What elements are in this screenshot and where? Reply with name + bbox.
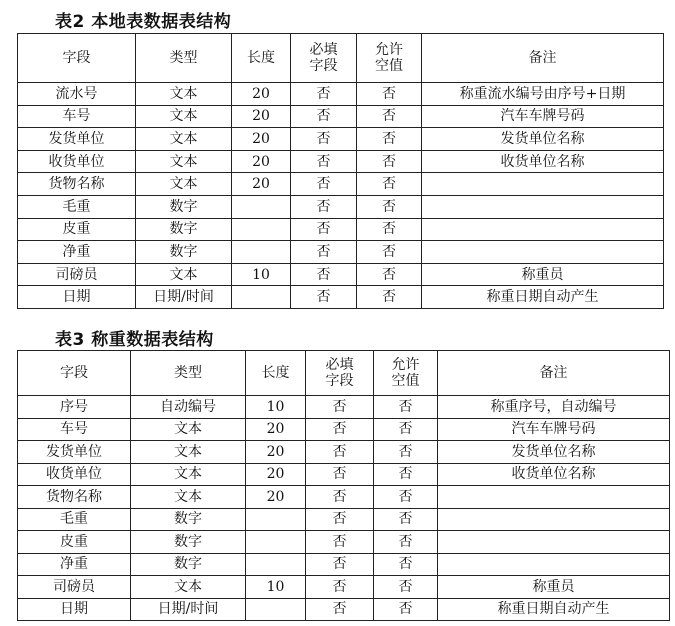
cell-note: 汽车车牌号码 xyxy=(422,105,664,128)
cell-length: 20 xyxy=(232,128,291,151)
header-field: 字段 xyxy=(18,34,136,83)
cell-note: 称重流水编号由序号+日期 xyxy=(422,83,664,106)
cell-field: 司磅员 xyxy=(18,263,136,286)
cell-field: 货物名称 xyxy=(18,173,136,196)
cell-note: 称重员 xyxy=(438,576,670,599)
cell-nullable: 否 xyxy=(374,553,438,576)
table-row xyxy=(18,486,670,509)
cell-type: 文本 xyxy=(131,441,246,464)
cell-length: 20 xyxy=(232,105,291,128)
table-row xyxy=(18,418,670,441)
cell-length: 10 xyxy=(246,396,306,419)
table-row xyxy=(18,150,664,173)
cell-type: 文本 xyxy=(131,486,246,509)
cell-nullable: 否 xyxy=(357,286,422,309)
cell-type: 文本 xyxy=(136,263,232,286)
cell-length xyxy=(232,195,291,218)
cell-nullable: 否 xyxy=(374,531,438,554)
cell-type: 日期/时间 xyxy=(131,598,246,621)
cell-nullable: 否 xyxy=(357,105,422,128)
cell-field: 毛重 xyxy=(18,195,136,218)
cell-type: 文本 xyxy=(136,83,232,106)
header-field: 字段 xyxy=(18,351,131,396)
cell-required: 否 xyxy=(306,486,374,509)
cell-nullable: 否 xyxy=(357,83,422,106)
cell-type: 数字 xyxy=(136,195,232,218)
cell-field: 发货单位 xyxy=(18,441,131,464)
table-row xyxy=(18,218,664,241)
cell-nullable: 否 xyxy=(374,576,438,599)
cell-type: 自动编号 xyxy=(131,396,246,419)
cell-type: 数字 xyxy=(136,218,232,241)
cell-nullable: 否 xyxy=(357,128,422,151)
cell-length xyxy=(246,531,306,554)
cell-note: 汽车车牌号码 xyxy=(438,418,670,441)
cell-length: 20 xyxy=(246,441,306,464)
cell-field: 日期 xyxy=(18,598,131,621)
cell-type: 数字 xyxy=(136,241,232,264)
cell-type: 文本 xyxy=(136,128,232,151)
table2-caption: 表2 本地表数据表结构 xyxy=(55,12,232,32)
cell-nullable: 否 xyxy=(374,508,438,531)
cell-length xyxy=(246,598,306,621)
cell-length xyxy=(232,286,291,309)
cell-type: 文本 xyxy=(136,173,232,196)
header-nullable xyxy=(374,351,438,396)
cell-length: 20 xyxy=(246,463,306,486)
cell-required: 否 xyxy=(291,173,357,196)
header-length: 长度 xyxy=(232,34,291,83)
cell-type: 文本 xyxy=(136,105,232,128)
table-row xyxy=(18,576,670,599)
cell-type: 数字 xyxy=(131,553,246,576)
header-required-line1: 必填 xyxy=(309,42,338,58)
cell-type: 日期/时间 xyxy=(136,286,232,309)
cell-required: 否 xyxy=(291,241,357,264)
header-length: 长度 xyxy=(246,351,306,396)
cell-nullable: 否 xyxy=(374,396,438,419)
cell-note: 称重日期自动产生 xyxy=(422,286,664,309)
cell-length xyxy=(232,218,291,241)
table-row xyxy=(18,441,670,464)
cell-field: 司磅员 xyxy=(18,576,131,599)
cell-type: 文本 xyxy=(131,463,246,486)
cell-nullable: 否 xyxy=(374,441,438,464)
cell-required: 否 xyxy=(291,105,357,128)
table-row xyxy=(18,83,664,106)
cell-note xyxy=(422,173,664,196)
cell-required: 否 xyxy=(306,553,374,576)
header-note: 备注 xyxy=(438,351,670,396)
cell-length: 20 xyxy=(232,150,291,173)
cell-nullable: 否 xyxy=(357,150,422,173)
header-row xyxy=(18,351,670,396)
cell-note: 称重员 xyxy=(422,263,664,286)
cell-note: 收货单位名称 xyxy=(438,463,670,486)
cell-field: 发货单位 xyxy=(18,128,136,151)
header-required-line1: 必填 xyxy=(325,357,354,373)
cell-required: 否 xyxy=(291,218,357,241)
table-row xyxy=(18,105,664,128)
cell-required: 否 xyxy=(306,418,374,441)
cell-required: 否 xyxy=(306,463,374,486)
table-row xyxy=(18,263,664,286)
cell-required: 否 xyxy=(291,83,357,106)
table-row xyxy=(18,508,670,531)
table-row xyxy=(18,173,664,196)
cell-required: 否 xyxy=(306,441,374,464)
table-row xyxy=(18,128,664,151)
cell-required: 否 xyxy=(291,128,357,151)
cell-length: 10 xyxy=(232,263,291,286)
cell-type: 数字 xyxy=(131,531,246,554)
header-type: 类型 xyxy=(131,351,246,396)
header-nullable-line1: 允许 xyxy=(391,357,420,373)
cell-nullable: 否 xyxy=(374,418,438,441)
cell-field: 皮重 xyxy=(18,218,136,241)
cell-note xyxy=(422,241,664,264)
cell-length xyxy=(246,553,306,576)
cell-required: 否 xyxy=(306,531,374,554)
cell-nullable: 否 xyxy=(357,241,422,264)
table-row xyxy=(18,463,670,486)
cell-nullable: 否 xyxy=(357,173,422,196)
cell-field: 净重 xyxy=(18,241,136,264)
cell-length xyxy=(246,508,306,531)
cell-required: 否 xyxy=(291,286,357,309)
cell-required: 否 xyxy=(306,396,374,419)
cell-note xyxy=(438,531,670,554)
cell-length: 20 xyxy=(246,486,306,509)
cell-note: 收货单位名称 xyxy=(422,150,664,173)
cell-required: 否 xyxy=(291,150,357,173)
cell-field: 流水号 xyxy=(18,83,136,106)
cell-field: 货物名称 xyxy=(18,486,131,509)
cell-field: 收货单位 xyxy=(18,463,131,486)
table-row xyxy=(18,598,670,621)
cell-note xyxy=(438,508,670,531)
cell-field: 净重 xyxy=(18,553,131,576)
cell-type: 文本 xyxy=(131,418,246,441)
cell-required: 否 xyxy=(291,263,357,286)
table-row xyxy=(18,286,664,309)
cell-note: 发货单位名称 xyxy=(438,441,670,464)
cell-required: 否 xyxy=(306,576,374,599)
cell-note: 发货单位名称 xyxy=(422,128,664,151)
cell-field: 毛重 xyxy=(18,508,131,531)
header-row xyxy=(18,34,664,83)
header-type: 类型 xyxy=(136,34,232,83)
table-row xyxy=(18,241,664,264)
cell-type: 文本 xyxy=(136,150,232,173)
header-required xyxy=(306,351,374,396)
cell-field: 车号 xyxy=(18,418,131,441)
cell-nullable: 否 xyxy=(374,598,438,621)
cell-field: 皮重 xyxy=(18,531,131,554)
cell-note xyxy=(422,195,664,218)
header-nullable-line2: 空值 xyxy=(391,373,420,389)
cell-type: 文本 xyxy=(131,576,246,599)
table-row xyxy=(18,396,670,419)
header-nullable xyxy=(357,34,422,83)
cell-length: 20 xyxy=(246,418,306,441)
table-row xyxy=(18,195,664,218)
cell-note: 称重序号，自动编号 xyxy=(438,396,670,419)
cell-type: 数字 xyxy=(131,508,246,531)
local-table-structure xyxy=(17,33,664,309)
cell-length: 20 xyxy=(232,83,291,106)
header-nullable-line2: 空值 xyxy=(375,58,403,74)
table-row xyxy=(18,553,670,576)
cell-length: 20 xyxy=(232,173,291,196)
cell-field: 日期 xyxy=(18,286,136,309)
header-note: 备注 xyxy=(422,34,664,83)
cell-nullable: 否 xyxy=(374,486,438,509)
cell-required: 否 xyxy=(291,195,357,218)
cell-field: 序号 xyxy=(18,396,131,419)
table-row xyxy=(18,531,670,554)
cell-required: 否 xyxy=(306,598,374,621)
header-required xyxy=(291,34,357,83)
cell-field: 车号 xyxy=(18,105,136,128)
cell-length xyxy=(232,241,291,264)
cell-nullable: 否 xyxy=(357,218,422,241)
cell-length: 10 xyxy=(246,576,306,599)
cell-nullable: 否 xyxy=(357,263,422,286)
cell-field: 收货单位 xyxy=(18,150,136,173)
header-nullable-line1: 允许 xyxy=(375,42,403,58)
weighing-table-structure xyxy=(17,350,670,621)
cell-note xyxy=(422,218,664,241)
cell-required: 否 xyxy=(306,508,374,531)
cell-note xyxy=(438,486,670,509)
cell-note: 称重日期自动产生 xyxy=(438,598,670,621)
cell-nullable: 否 xyxy=(374,463,438,486)
table3-caption: 表3 称重数据表结构 xyxy=(55,330,214,350)
header-required-line2: 字段 xyxy=(325,373,354,389)
cell-note xyxy=(438,553,670,576)
cell-nullable: 否 xyxy=(357,195,422,218)
header-required-line2: 字段 xyxy=(309,58,338,74)
